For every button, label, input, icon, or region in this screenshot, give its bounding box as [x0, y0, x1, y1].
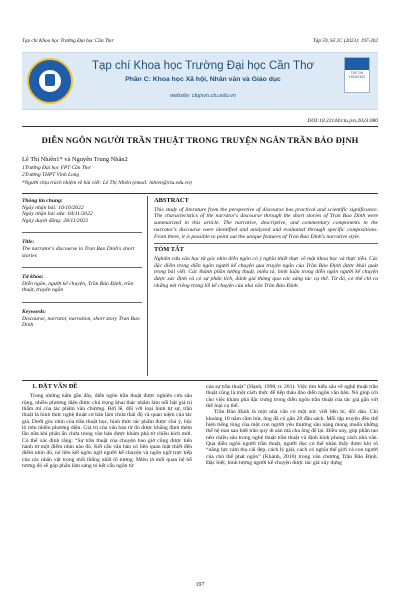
divider [22, 232, 142, 233]
running-head-right: Tập 59, Số 2C (2023): 197-202 [312, 38, 378, 44]
abstract-text: This study of literature from the perspective of discourse has practical and scientific significance. The characteristics of the narrator's discourse through the short stories of Tran Bao Dinh were summarized in this article. The narrative, descriptive, and commentary components in the narrator's discourse were identified and analyzed and evaluated through specific compositions. From there, it is possible to point out the unique features of Tran Bao Dinh's narrative style. [154, 206, 378, 240]
divider [22, 302, 142, 303]
journal-banner [22, 52, 378, 110]
doi[interactable]: DOI:10.22144/ctu.jvn.2023.080 [307, 118, 378, 124]
section-heading: 1. ĐẶT VẤN ĐỀ [32, 383, 78, 390]
authors: Lê Thị Nhiên1* và Nguyễn Trung Nhân2 [22, 156, 128, 163]
journal-website[interactable]: website: ctujsvn.ctu.edu.vn [170, 93, 236, 99]
body-column-left [22, 384, 192, 469]
body-paragraph: Trần Bảo Định là một nhà văn có một sức viết bền bỉ, dồi dào. Chỉ khoảng 10 năm cầm bút, ông đã có gần 20 đầu sách. Mỗi tập truyện đều thể hiện tiếng lòng của một con người yêu thương sâu nặng mong muốn những thế hệ mai sau biết trân quý di sản mà cha ông để lại. Điều này, góp phần tạo nên chiều sâu trong nghệ thuật trần thuật và định hình phong cách nhà văn. Qua diễn ngôn người trần thuật, người đọc có thể nhận thấy được khí rõ “năng lực cảm thụ cái đẹp, cách lý giải, cách có nghĩa thế giới và con người của chủ thể phát ngôn” (Khánh, 2010) trong văn chương Trần Bảo Định. Đặc biệt, hình tượng người kể chuyện được tác giả xây dựng [206, 409, 378, 467]
university-logo-icon [27, 58, 73, 104]
body-column-right [206, 384, 378, 466]
divider [22, 126, 378, 127]
accepted-date: Ngày duyệt đăng: 28/11/2022 [22, 217, 89, 224]
running-head-left: Tạp chí Khoa học Trường Đại học Cần Thơ [22, 38, 114, 44]
body-paragraph: của sự trần thuật” (Hạnh, 1998, tr. 201). Việc tìm hiểu sâu về nghệ thuật trần thuật cũng là một cách thức để tiếp thâu đáo diễn ngôn văn bản. Nó giúp ích cho việc khám phá đặc trưng trong diễn ngôn trần thuật của tác giả gắn với thể loại cụ thể. [206, 384, 378, 410]
keywords-en-heading: Keywords: [22, 308, 47, 315]
english-title-heading: Title: [22, 239, 35, 246]
keywords-vi-heading: Từ khóa: [22, 274, 44, 281]
divider [22, 267, 142, 268]
article-info-heading: Thông tin chung: [22, 198, 63, 204]
abstract-heading: ABSTRACT [154, 197, 189, 204]
affiliation-2: 2Trường THPT Vĩnh Long [22, 172, 80, 179]
divider [154, 243, 378, 244]
summary-text: Nghiên cứu văn học từ góc nhìn diễn ngôn có ý nghĩa thiết thực về mặt khoa học và thực tiễn. Các đặc điểm trong diễn ngôn người kể chuyện qua truyện ngắn của Trần Bảo Định được khái quát trong bài viết. Các thành phần tường thuật, miêu tả, bình luận trong diễn ngôn người kể chuyện được xác định và có sự phân tích, đánh giá thông qua các sáng tác cụ thể. Từ đó, có thể chỉ ra những nét riêng trong lối kể chuyện của nhà văn Trần Bảo Định. [154, 255, 378, 289]
summary-heading: TÓM TẮT [154, 246, 184, 254]
column-divider [147, 196, 148, 376]
divider [22, 193, 378, 194]
body-paragraph: Trong những năm gần đây, diễn ngôn trần thuật được nghiên cứu sâu rộng, nhiều phương diện được chú trọng khai thác nhằm làm nổi bật giá trị thẩm mĩ của tác phẩm văn chương. Bởi lẽ, đối với loại hình tự sự, trần thuật là hình thức nghệ thuật cơ bản làm chứa thái độ và quan niệm của tác giả. Dưới góc nhìn của trần thuật học, hình thức tác phẩm được chú ý, bộc lộ trên nhiều phương diện. Giá trị của văn bản từ đó được khẳng định thêm lần nữa khi phân ẩn chứa trong văn bản được khám phá từ chiều kích mới. Có thể xác định rằng: “Sự trần thuật của chuyện bao giờ cũng được tiến hành từ một điểm nhìn nào đó. Kết cấu văn bản có liên quan mật thiết đến điểm nhìn đó, nó liên kết ngôn ngữ người kể chuyện và ngôn ngữ trực tiếp của các nhân vật trong mối thống nhất tổ tương. Miêu tả mối quan hệ hỗ tương đó sẽ góp phần làm sáng tỏ kết cấu ngôn từ [22, 393, 192, 470]
revised-date: Ngày nhận bài sửa: 04/11/2022 [22, 211, 93, 218]
english-title: The narrator's discourse in Tran Bao Dinh's short stories [22, 245, 135, 259]
article-title: DIỄN NGÔN NGƯỜI TRẦN THUẬT TRONG TRUYỆN NGẮN TRẦN BẢO ĐỊNH [41, 135, 359, 145]
article-info [22, 198, 142, 337]
journal-title: Tạp chí Khoa học Trường Đại học Cần Thơ [91, 60, 314, 72]
received-date: Ngày nhận bài: 10/10/2022 [22, 204, 84, 211]
keywords-en: Discourse, narrator, narration, short story Tran Bao Dinh [22, 315, 140, 329]
keywords-vi: Diễn ngôn, người kể chuyện, Trần Bảo Định, trần thuật, truyện ngắn [22, 280, 134, 294]
divider [22, 380, 378, 381]
abstract-column [154, 198, 378, 289]
page-number: 197 [195, 582, 205, 588]
journal-cover-icon [344, 57, 370, 93]
corresponding-author: *Người chịu trách nhiệm về bài viết: Lê Thị Nhiên (email: lnhien@ctu.edu.vn) [22, 179, 192, 186]
affiliations [22, 165, 192, 187]
journal-cover-text: TẠP CHÍ KHOA HỌC [348, 71, 366, 79]
journal-section: Phần C: Khoa học Xã hội, Nhân văn và Giáo dục [125, 76, 281, 83]
affiliation-1: 1Trường Đại học FPT Cần Thơ [22, 165, 91, 171]
